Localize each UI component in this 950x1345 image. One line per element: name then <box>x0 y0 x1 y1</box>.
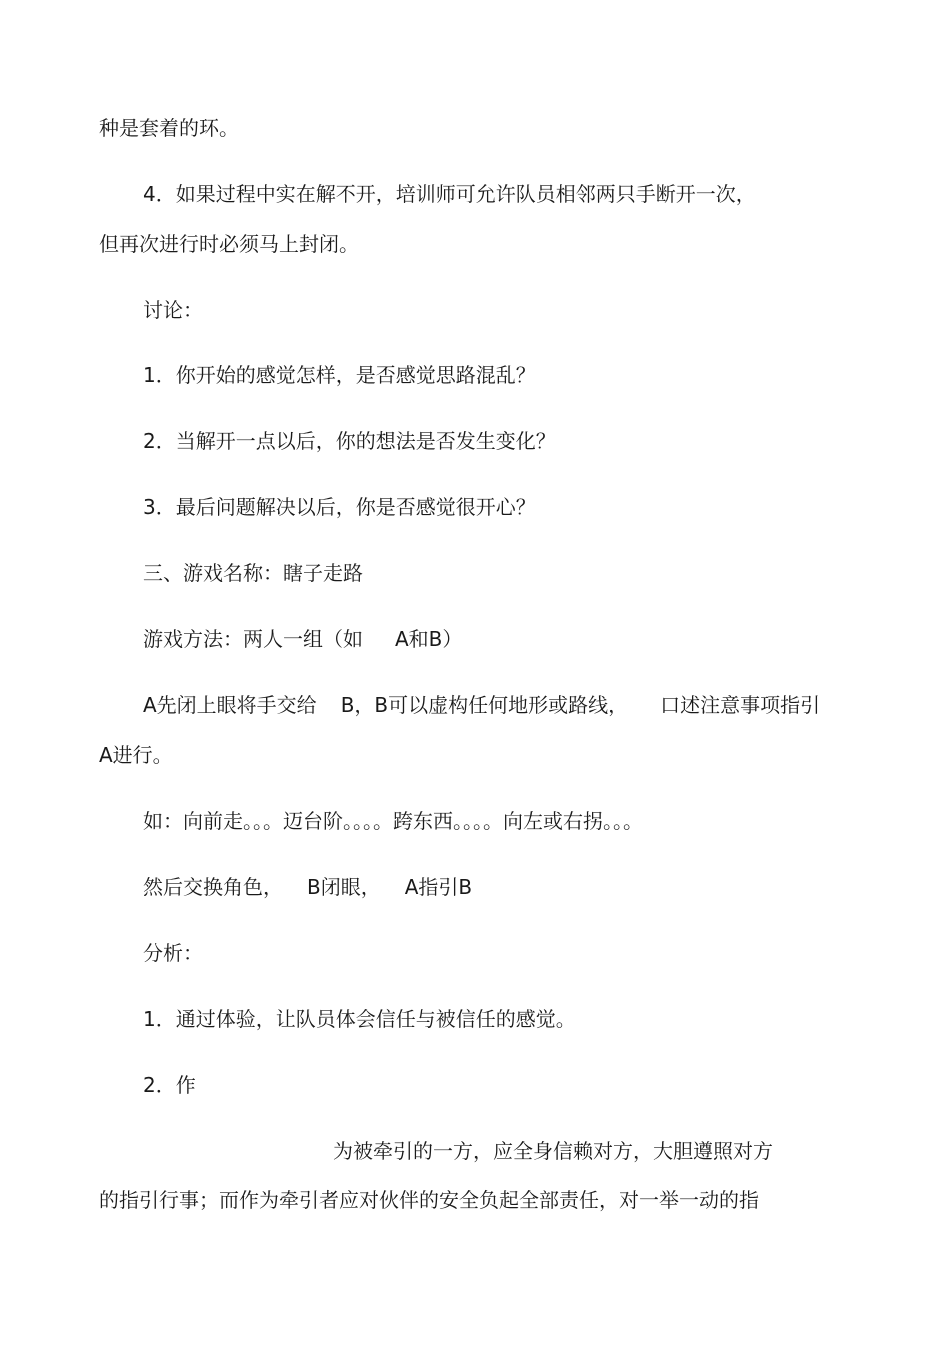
analysis-heading: 分析： <box>143 941 203 965</box>
instruction-part-2: B，B可以虚构任何地形或路线， <box>340 693 629 717</box>
discussion-item-2: 2．当解开一点以后，你的想法是否发生变化？ <box>143 429 556 453</box>
text-line-1: 种是套着的环。 <box>99 116 239 140</box>
swap-part-2: B闭眼， <box>307 875 381 899</box>
instruction-line-2: A进行。 <box>99 743 173 767</box>
example-line: 如：向前走。。。迈台阶。。。。跨东西。。。。向左或右拐。。。 <box>143 809 643 833</box>
text-line-3: 但再次进行时必须马上封闭。 <box>99 232 359 256</box>
analysis-item-2-end: 的指引行事；而作为牵引者应对伙伴的安全负起全部责任，对一举一动的指 <box>99 1188 759 1212</box>
discussion-item-3: 3．最后问题解决以后，你是否感觉很开心？ <box>143 495 536 519</box>
analysis-item-2-cont: 为被牵引的一方，应全身信赖对方，大胆遵照对方 <box>333 1139 773 1163</box>
game-method-part-1: 游戏方法：两人一组（如 <box>143 627 363 651</box>
swap-part-3: A指引B <box>404 875 473 899</box>
instruction-part-1: A先闭上眼将手交给 <box>143 693 317 717</box>
instruction-part-3: 口述注意事项指引 <box>660 693 821 717</box>
game-method-part-2: A和B） <box>395 627 463 651</box>
instruction-line-1 <box>143 691 820 719</box>
swap-part-1: 然后交换角色， <box>143 875 283 899</box>
discussion-item-1: 1．你开始的感觉怎样，是否感觉思路混乱？ <box>143 363 536 387</box>
text-line-2: 4．如果过程中实在解不开，培训师可允许队员相邻两只手断开一次， <box>143 182 756 206</box>
game-method-line <box>143 625 462 653</box>
analysis-item-1: 1．通过体验，让队员体会信任与被信任的感觉。 <box>143 1007 576 1031</box>
section-heading: 三、游戏名称：瞎子走路 <box>143 561 363 585</box>
analysis-item-2-start: 2．作 <box>143 1073 196 1097</box>
swap-roles-line <box>143 873 472 901</box>
discussion-heading: 讨论： <box>143 298 203 322</box>
